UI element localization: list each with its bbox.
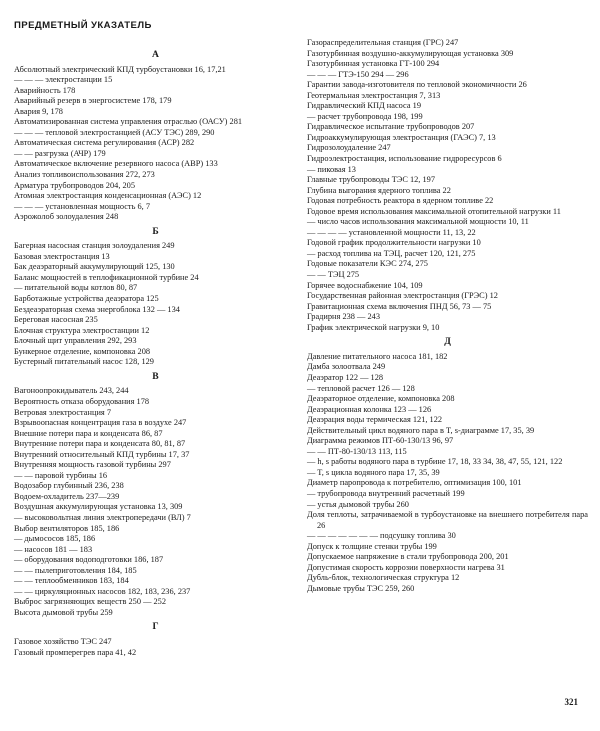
index-entry: Годовой график продолжительности нагрузки 10 [307,238,481,248]
page-number: 321 [564,697,578,707]
index-entry: — расчет трубопровода 198, 199 [307,111,423,121]
index-entry: Береговая насосная 235 [14,315,98,325]
index-entry: Внутренние потери пара и конденсата 80, 81, 87 [14,439,186,449]
index-entry: Давление питательного насоса 181, 182 [307,351,448,361]
index-entry: Взрывоопасная концентрация газа в воздухе 247 [14,418,187,428]
index-entry: Автоматизированная система управления отраслью (ОАСУ) 281 [14,117,243,127]
index-entry: Ветровая электростанция 7 [14,407,112,417]
index-entry: Барботажные устройства деаэратора 125 [14,294,159,304]
index-entry: Высота дымовой трубы 259 [14,607,113,617]
index-entry: — пиковая 13 [307,164,356,174]
index-entry: Допускаемое напряжение в стали трубопровода 200, 201 [307,552,509,562]
index-entry: Аэрожолоб золоудаления 248 [14,212,119,222]
index-entry: — h, s работы водяного пара в турбине 17, 18, 33 34, 38, 47, 55, 121, 122 [307,457,563,467]
index-entry: Блочный щит управления 292, 293 [14,336,137,346]
index-entry: Внешние потери пара и конденсата 86, 87 [14,428,163,438]
index-entry: Газовое хозяйство ТЭС 247 [14,636,112,646]
index-entry: Автоматическая система регулирования (АСР) 282 [14,138,195,148]
index-entry: Гидрозолоудаление 247 [307,143,391,153]
index-entry: Аварийность 178 [14,85,76,95]
right-column [307,38,588,594]
index-entry: — — — установленная мощность 6, 7 [14,201,150,211]
index-entry: — — теплообменников 183, 184 [14,576,129,586]
section-letter: В [152,370,159,382]
index-entry: Блочная структура электростанции 12 [14,325,150,335]
index-entry: Газораспределительная станция (ГРС) 247 [307,38,459,47]
index-entry: — высоковольтная линия электропередачи (ВЛ) 7 [14,512,191,522]
index-entry: Вероятность отказа оборудования 178 [14,396,150,406]
index-entry: — число часов использования максимальной мощности 10, 11 [307,217,529,227]
index-entry: Гидравлический КПД насоса 19 [307,101,421,111]
index-entry: — питательной воды котлов 80, 87 [14,283,138,293]
index-entry: Государственная районная электростанция (ГРЭС) 12 [307,291,498,301]
index-entry: Годовая потребность реактора в ядерном топливе 22 [307,196,494,206]
index-entry: Багерная насосная станция золоудаления 249 [14,241,175,251]
index-entry: — устья дымовой трубы 260 [307,499,409,509]
index-entry: Главные трубопроводы ТЭС 12, 197 [307,175,435,185]
index-entry: Бункерное отделение, компоновка 208 [14,346,151,356]
index-entry: Абсолютный электрический КПД турбоустановки 16, 17,21 [14,64,226,74]
index-entry: Дамба золоотвала 249 [307,362,386,372]
index-entry: Вагоноопрокидыватель 243, 244 [14,386,129,396]
index-entry: Бустерный питательный насос 128, 129 [14,357,154,367]
index-entry: Автоматическое включение резервного насоса (АВР) 133 [14,159,218,169]
section-letter: А [152,49,159,60]
index-entry: — — — — установленной мощности 11, 13, 22 [307,227,476,237]
section-letter: Б [152,225,159,237]
index-entry: Гидравлическое испытание трубопроводов 207 [307,122,475,132]
index-entry: Бак деаэраторный аккумулирующий 125, 130 [14,262,175,272]
index-entry: — — — — — — — подсушку топлива 30 [307,531,456,541]
index-entry: — T, s цикла водяного пара 17, 35, 39 [307,467,440,477]
index-entry: — трубопровода внутренний расчетный 199 [307,488,465,498]
index-entry: Допустимая скорость коррозии поверхности нагрева 31 [307,562,505,572]
section-letter: Д [444,336,451,348]
index-entry: Арматура трубопроводов 204, 205 [14,180,136,190]
index-entry: Выбор вентиляторов 185, 186 [14,523,120,533]
index-entry: Воздушная аккумулирующая установка 13, 309 [14,502,183,512]
index-entry: Гидроаккумулирующая электростанция (ГАЭС) 7, 13 [307,132,496,142]
index-entry: Анализ топливоиспользования 272, 273 [14,170,155,180]
index-entry: Баланс мощностей в теплофикационной турбине 24 [14,272,199,282]
index-entry: Действительный цикл водяного пара в T, s-диаграмме 17, 35, 39 [307,425,535,435]
index-entry: Базовая электростанция 13 [14,251,110,261]
index-entry: Доля теплоты, затрачиваемой в турбоустановке на внешнего потребителя пара 26 [307,510,588,530]
index-entry: Аварийный резерв в энергосистеме 178, 179 [14,96,172,106]
index-entry: Деаэрация воды термическая 121, 122 [307,415,443,425]
index-entry: Гарантии завода-изготовителя по тепловой экономичности 26 [307,80,527,90]
index-title: ПРЕДМЕТНЫЙ УКАЗАТЕЛЬ [14,20,152,31]
index-entry: Водоем-охладитель 237—239 [14,491,120,501]
index-entry: Выброс загрязняющих веществ 250 — 252 [14,597,167,607]
section-letter: Г [152,621,159,633]
index-entry: — — паровой турбины 16 [14,470,108,480]
index-entry: Годовые показатели КЭС 274, 275 [307,259,428,269]
index-entry: Деаэрационная колонка 123 — 126 [307,404,432,414]
index-entry: Бездеаэраторная схема энергоблока 132 — 134 [14,304,180,314]
index-entry: Водозабор глубинный 236, 238 [14,481,124,491]
index-entry: Деаэраторное отделение, компоновка 208 [307,394,455,404]
index-entry: — — ТЭЦ 275 [307,270,360,280]
left-column [14,46,297,658]
index-entry: Внутренняя мощность газовой турбины 297 [14,460,171,470]
index-entry: — насосов 181 — 183 [14,544,93,554]
index-entry: — оборудования водоподготовки 186, 187 [14,555,164,565]
index-entry: Авария 9, 178 [14,106,63,116]
index-entry: Внутренний относительный КПД турбины 17, 37 [14,449,190,459]
index-entry: Газовый промперегрев пара 41, 42 [14,647,137,657]
index-entry: Диаметр паропровода к потребителю, оптимизация 100, 101 [307,478,522,488]
index-entry: — — — ГТЭ-150 294 — 296 [307,69,409,79]
index-entry: Годовое время использования максимальной отопительной нагрузки 11 [307,206,561,216]
index-entry: Гравитационная схема включения ПНД 56, 73 — 75 [307,301,492,311]
index-entry: — дымососов 185, 186 [14,534,96,544]
index-entry: Газотурбинная установка ГТ-100 294 [307,59,440,69]
index-entry: Атомная электростанция конденсационная (АЭС) 12 [14,191,202,201]
index-entry: Геотермальная электростанция 7, 313 [307,90,441,100]
index-entry: — тепловой расчет 126 — 128 [307,383,415,393]
index-entry: — — — электростанции 15 [14,75,113,85]
index-entry: Газотурбинная воздушно-аккумулирующая установка 309 [307,48,514,58]
index-entry: — — ПТ-80-130/13 113, 115 [307,446,407,456]
index-entry: Деаэратор 122 — 128 [307,372,384,382]
index-entry: Диаграмма режимов ПТ-60-130/13 96, 97 [307,436,454,446]
index-entry: — — пылеприготовления 184, 185 [14,565,137,575]
index-entry: Глубина выгорания ядерного топлива 22 [307,185,451,195]
index-entry: Дымовые трубы ТЭС 259, 260 [307,583,415,593]
index-entry: График электрической нагрузки 9, 10 [307,322,440,332]
index-entry: — — циркуляционных насосов 182, 183, 236, 237 [14,586,191,596]
index-entry: Гидроэлектростанция, использование гидроресурсов 6 [307,154,502,164]
index-entry: Допуск к толщине стенки трубы 199 [307,541,437,551]
index-entry: Горячее водоснабжение 104, 109 [307,280,423,290]
index-entry: Дубль-блок, технологическая структура 12 [307,573,460,583]
index-entry: — расход топлива на ТЭЦ, расчет 120, 121, 275 [307,248,476,258]
index-entry: — — — тепловой электростанцией (АСУ ТЭС) 289, 290 [14,127,215,137]
index-entry: Градирня 238 — 243 [307,312,380,322]
index-entry: — — разгрузка (АЧР) 179 [14,148,106,158]
